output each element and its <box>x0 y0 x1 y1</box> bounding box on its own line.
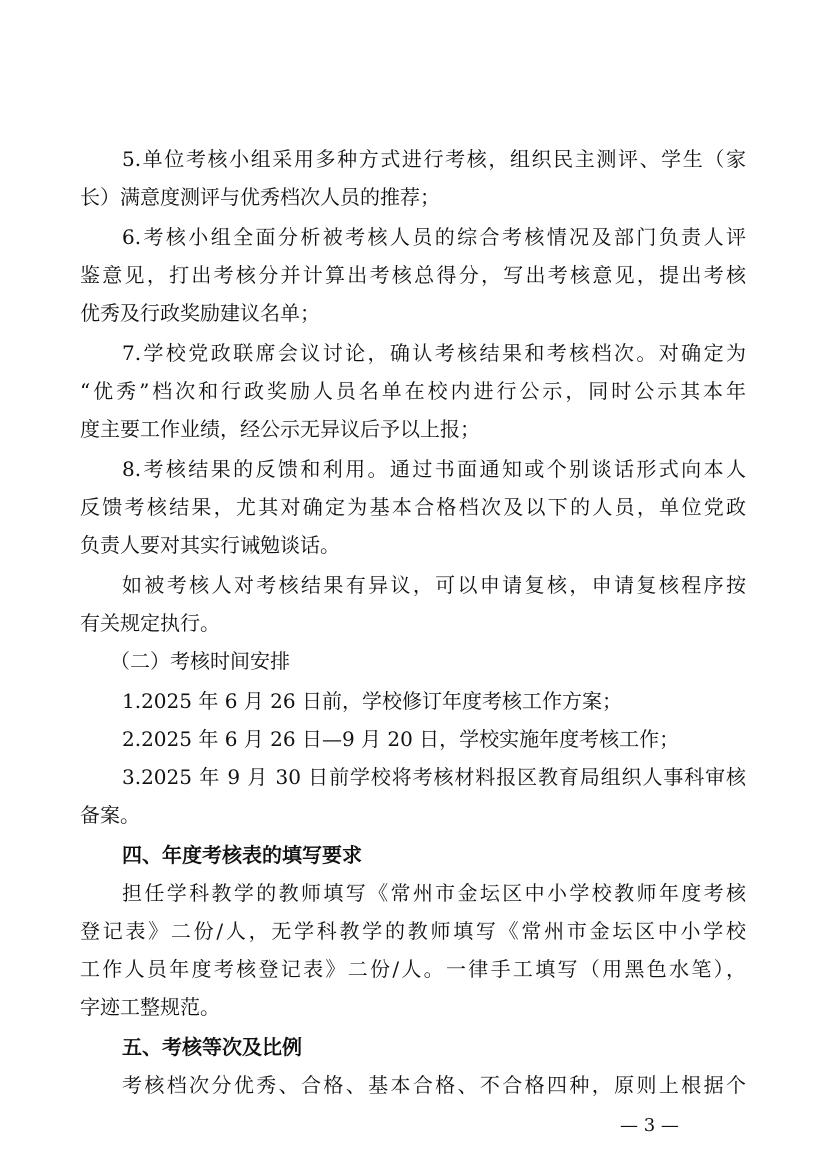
text-line-25: 考核档次分优秀、合格、基本合格、不合格四种，原则上根据个 <box>122 1073 746 1097</box>
text-line-11: 负责人要对其实行诫勉谈话。 <box>80 533 340 557</box>
text-line-20: 担任学科教学的教师填写《常州市金坛区中小学校教师年度考核 <box>122 881 746 905</box>
page-number: — 3 — <box>620 1115 679 1136</box>
text-line-2: 长）满意度测评与优秀档次人员的推荐； <box>80 185 440 209</box>
text-line-1: 5.单位考核小组采用多种方式进行考核，组织民主测评、学生（家 <box>122 147 746 171</box>
schedule-item-1: 1.2025 年 6 月 26 日前，学校修订年度考核工作方案； <box>122 689 622 713</box>
text-line-23: 字迹工整规范。 <box>80 995 220 1019</box>
text-line-7: “优秀”档次和行政奖励人员名单在校内进行公示，同时公示其本年 <box>80 379 746 403</box>
schedule-item-3-cont: 备案。 <box>80 803 140 827</box>
text-line-9: 8.考核结果的反馈和利用。通过书面通知或个别谈话形式向本人 <box>122 457 746 481</box>
text-line-3: 6.考核小组全面分析被考核人员的综合考核情况及部门负责人评 <box>122 225 746 249</box>
text-line-22: 工作人员年度考核登记表》二份/人。一律手工填写（用黑色水笔）， <box>80 957 746 981</box>
text-line-6: 7.学校党政联席会议讨论，确认考核结果和考核档次。对确定为 <box>122 341 746 365</box>
text-line-12: 如被考核人对考核结果有异议，可以申请复核，申请复核程序按 <box>122 573 746 597</box>
text-line-13: 有关规定执行。 <box>80 611 220 635</box>
section-heading-5: 五、考核等次及比例 <box>122 1035 302 1059</box>
text-line-4: 鉴意见，打出考核分并计算出考核总得分，写出考核意见，提出考核 <box>80 263 746 287</box>
subsection-heading: （二）考核时间安排 <box>110 649 290 673</box>
text-line-10: 反馈考核结果，尤其对确定为基本合格档次及以下的人员，单位党政 <box>80 495 746 519</box>
text-line-21: 登记表》二份/人，无学科教学的教师填写《常州市金坛区中小学校 <box>80 919 746 943</box>
text-line-8: 度主要工作业绩，经公示无异议后予以上报； <box>80 417 480 441</box>
text-line-5: 优秀及行政奖励建议名单； <box>80 301 320 325</box>
schedule-item-3: 3.2025 年 9 月 30 日前学校将考核材料报区教育局组织人事科审核 <box>122 765 746 789</box>
schedule-item-2: 2.2025 年 6 月 26 日—9 月 20 日，学校实施年度考核工作； <box>122 727 680 751</box>
section-heading-4: 四、年度考核表的填写要求 <box>122 843 362 867</box>
